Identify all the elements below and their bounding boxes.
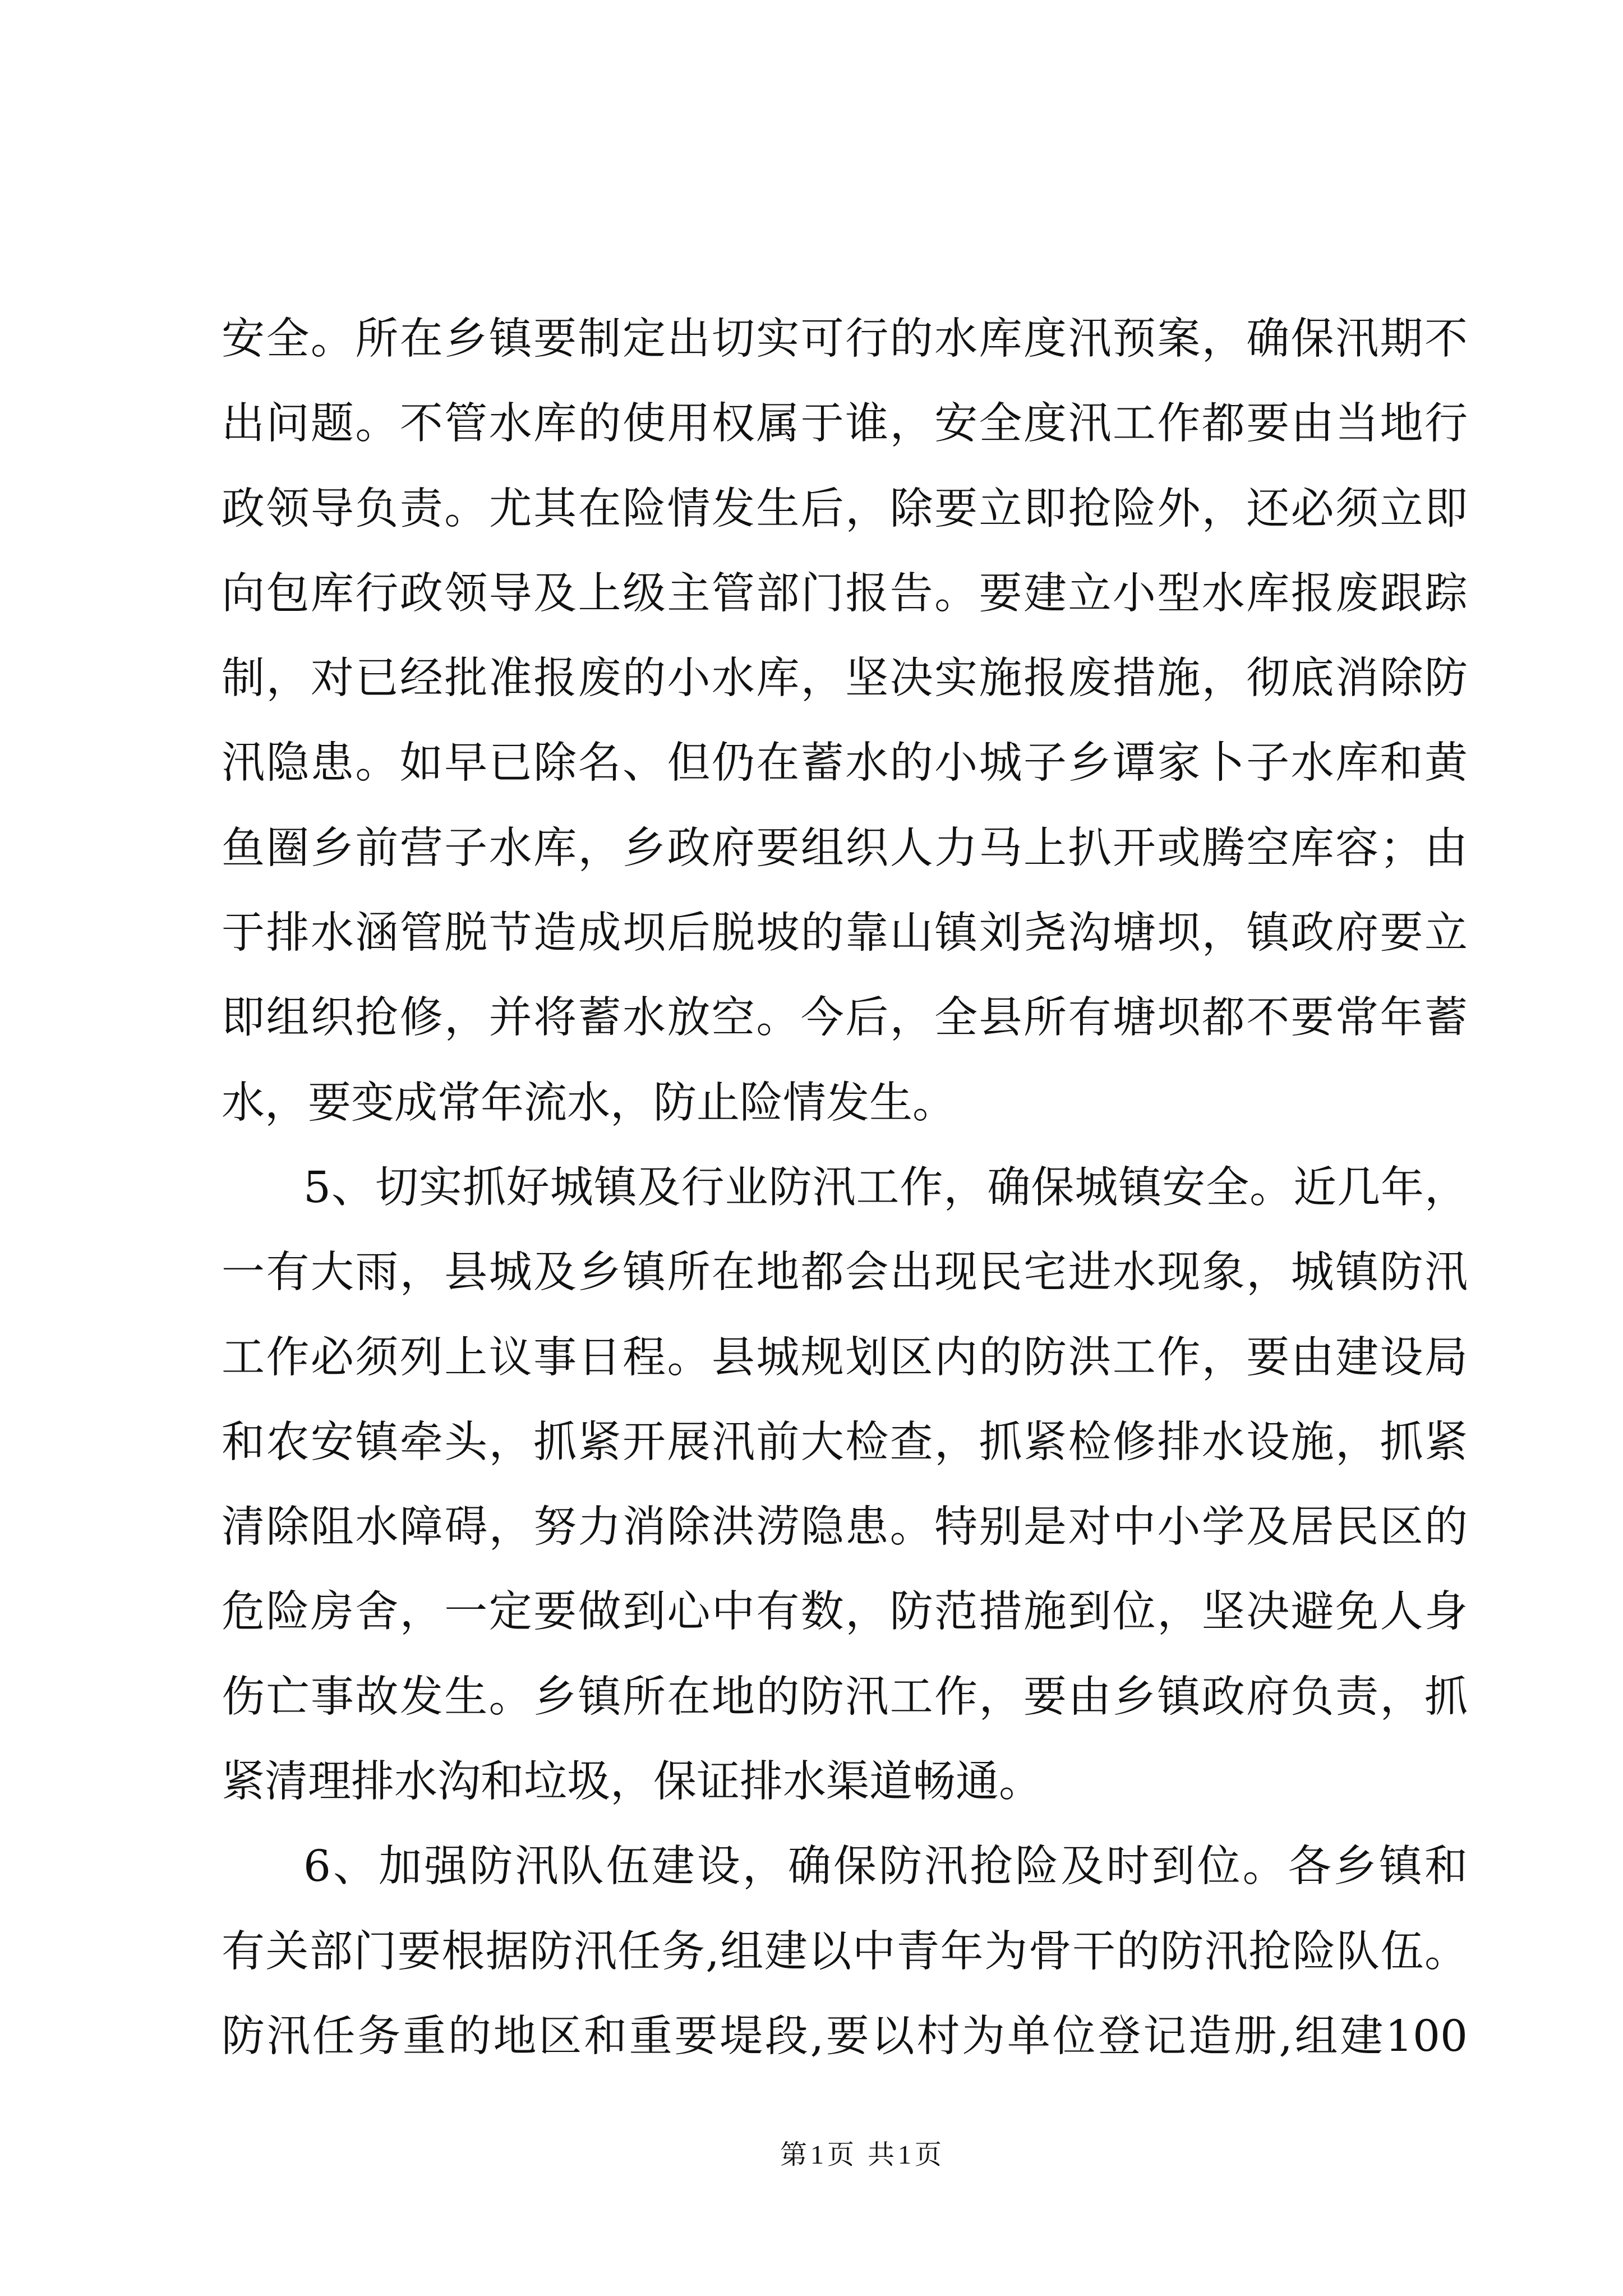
text-line: 危险房舍，一定要做到心中有数，防范措施到位，坚决避免人身 — [222, 1587, 1468, 1637]
text-line: 有关部门要根据防汛任务,组建以中青年为骨干的防汛抢险队伍。 — [222, 1926, 1468, 1977]
text-line: 汛隐患。如早已除名、但仍在蓄水的小城子乡谭家卜子水库和黄 — [222, 738, 1468, 789]
text-line: 6、加强防汛队伍建设，确保防汛抢险及时到位。各乡镇和 — [303, 1842, 1468, 1892]
text-line: 鱼圈乡前营子水库，乡政府要组织人力马上扒开或腾空库容；由 — [222, 823, 1468, 873]
text-line: 政领导负责。尤其在险情发生后，除要立即抢险外，还必须立即 — [222, 484, 1468, 534]
text-line: 安全。所在乡镇要制定出切实可行的水库度汛预案，确保汛期不 — [222, 314, 1468, 364]
text-line: 于排水涵管脱节造成坝后脱坡的靠山镇刘尧沟塘坝，镇政府要立 — [222, 908, 1468, 959]
text-line: 水，要变成常年流水，防止险情发生。 — [222, 1078, 956, 1128]
text-line: 出问题。不管水库的使用权属于谁，安全度汛工作都要由当地行 — [222, 399, 1468, 449]
text-line: 5、切实抓好城镇及行业防汛工作，确保城镇安全。近几年， — [303, 1162, 1468, 1213]
text-line: 制，对已经批准报废的小水库，坚决实施报废措施，彻底消除防 — [222, 654, 1468, 704]
paragraph-item-6 — [222, 1824, 1468, 2079]
text-line: 一有大雨，县城及乡镇所在地都会出现民宅进水现象，城镇防汛 — [222, 1248, 1468, 1298]
text-line: 伤亡事故发生。乡镇所在地的防汛工作，要由乡镇政府负责，抓 — [222, 1672, 1468, 1722]
page-footer: 第1页 共1页 — [780, 2140, 945, 2170]
text-line: 即组织抢修，并将蓄水放空。今后，全县所有塘坝都不要常年蓄 — [222, 993, 1468, 1043]
text-line: 清除阻水障碍，努力消除洪涝隐患。特别是对中小学及居民区的 — [222, 1502, 1468, 1553]
paragraph-reservoir-safety — [222, 297, 1468, 1145]
text-line: 和农安镇牵头，抓紧开展汛前大检查，抓紧检修排水设施，抓紧 — [222, 1417, 1468, 1467]
text-line: 防汛任务重的地区和重要堤段,要以村为单位登记造册,组建100 — [222, 2011, 1468, 2062]
text-line: 向包库行政领导及上级主管部门报告。要建立小型水库报废跟踪 — [222, 568, 1468, 619]
text-line: 工作必须列上议事日程。县城规划区内的防洪工作，要由建设局 — [222, 1332, 1468, 1383]
text-line: 紧清理排水沟和垃圾，保证排水渠道畅通。 — [222, 1757, 1042, 1807]
paragraph-item-5 — [222, 1145, 1468, 1824]
document-body — [222, 297, 1468, 2079]
